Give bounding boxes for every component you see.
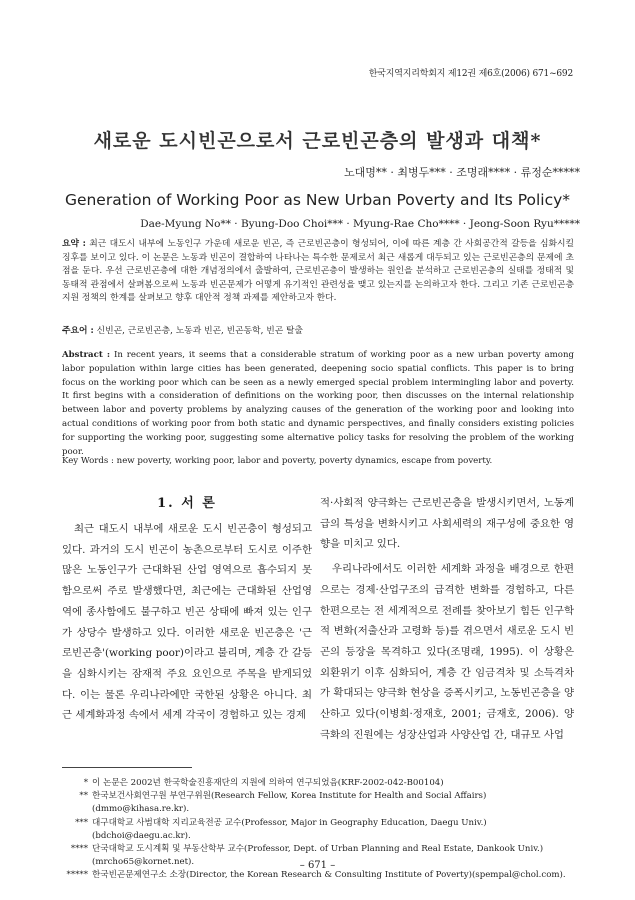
footnote bbox=[62, 869, 574, 882]
korean-title: 새로운 도시빈곤으로서 근로빈곤층의 발생과 대책* bbox=[93, 130, 542, 152]
footnote-text: 대구대학교 사범대학 지리교육전공 교수(Professor, Major in Geography Education, Daegu Univ.)(bdchoi@daegu.ac.kr). bbox=[92, 817, 487, 841]
body-paragraph: 적·사회적 양극화는 근로빈곤층을 발생시키면서, 노동계급의 특성을 변화시키고 사회세력의 재구성에 중요한 영향을 미치고 있다. bbox=[320, 497, 574, 551]
footnote-text: 한국빈곤문제연구소 소장(Director, the Korean Research & Consulting Institute of Poverty)(spempal@chol.com). bbox=[92, 870, 566, 881]
footnote bbox=[62, 817, 574, 843]
footnote-text: 이 논문은 2002년 한국학술진흥재단의 지원에 의하여 연구되었음(KRF-2002-042-B00104) bbox=[92, 778, 444, 788]
page-number: – 671 – bbox=[299, 860, 336, 871]
english-authors: Dae-Myung No** · Byung-Doo Choi*** · Myung-Rae Cho**** · Jeong-Soon Ryu***** bbox=[140, 218, 580, 230]
korean-keywords-label: 주요어 : bbox=[62, 326, 94, 336]
english-abstract-label: Abstract : bbox=[62, 350, 111, 360]
korean-abstract-text: 최근 대도시 내부에 노동인구 가운데 새로운 빈곤, 즉 근로빈곤층이 형성되어, 이에 따른 계층 간 사회공간적 갈등을 심화시킬 징후를 보이고 있다. 이 논문은 노동과 빈곤이 결합하여 나타나는 특수한 문제로서 최근 새롭게 대두되고 있는 근로빈곤층의 문제에 초점을 둔다. 우선 근로빈곤층에 대한 개념정의에서 출발하여, 근로빈곤층이 발생하는 원인을 분석하고 근로빈곤층의 실태를 정태적 및 동태적 관점에서 살펴봄으로써 노동과 빈곤문제가 어떻게 유기적인 관련성을 맺고 있는지를 논의하고자 한다. 그리고 기존 근로빈곤층 지원 정책의 한계를 살펴보고 향후 대안적 정책 과제를 제안하고자 한다. bbox=[62, 239, 574, 303]
footnote-text: 단국대학교 도시계획 및 부동산학부 교수(Professor, Dept. of Urban Planning and Real Estate, Dankook Univ.)(mrcho65@kornet.net). bbox=[92, 844, 544, 868]
korean-keywords bbox=[62, 323, 574, 336]
english-keywords bbox=[62, 456, 574, 466]
footnote bbox=[62, 777, 574, 790]
korean-abstract-label: 요약 : bbox=[62, 239, 86, 249]
footnote-mark: ***** bbox=[66, 870, 88, 881]
english-abstract bbox=[62, 349, 574, 459]
korean-authors: 노대명** · 최병두*** · 조명래**** · 류정순***** bbox=[344, 166, 580, 179]
english-abstract-text: In recent years, it seems that a considerable stratum of working poor as a new urban poverty among labor population within large cities has been generated, deepening socio spatial conflicts. This paper is to bring focus on the working poor which can be seen as a newly emerged special problem intermingling labor and poverty. It first begins with a consideration of definitions on the working poor, then discusses on the internal relationship between labor and poverty problems by analyzing causes of the generation of the working poor and looking into actual conditions of working poor from both static and dynamic perspectives, and finally considers existing policies for supporting the working poor, suggesting some alternative policy tasks for resolving the problem of the working poor. bbox=[62, 350, 574, 457]
korean-abstract bbox=[62, 238, 574, 306]
body-right-column bbox=[320, 493, 574, 745]
footnote-divider bbox=[62, 767, 192, 768]
footnote-mark: * bbox=[83, 778, 88, 788]
footnote bbox=[62, 790, 574, 816]
footnote-mark: ** bbox=[79, 791, 88, 802]
english-title: Generation of Working Poor as New Urban Poverty and Its Policy* bbox=[64, 191, 571, 209]
english-keywords-text: new poverty, working poor, labor and poverty, poverty dynamics, escape from poverty. bbox=[113, 456, 493, 466]
section-1-title: 1. 서 론 bbox=[157, 496, 217, 511]
body-left-column bbox=[62, 519, 312, 726]
footnote-text: 한국보건사회연구원 부연구위원(Research Fellow, Korea Institute for Health and Social Affairs)(dmmo@kihasa.re.kr). bbox=[92, 791, 487, 815]
footnote-mark: *** bbox=[75, 817, 88, 828]
body-paragraph: 최근 대도시 내부에 새로운 도시 빈곤층이 형성되고 있다. 과거의 도시 빈곤이 농촌으로부터 도시로 이주한 많은 노동인구가 근대화된 산업 영역으로 흡수되지 못함으로써 주로 발생했다면, 최근에는 근대화된 산업영역에 종사함에도 불구하고 빈곤 상태에 빠져 있는 인구가 상당수 발생하고 있다. 이러한 새로운 빈곤층은 '근로빈곤층'(working poor)이라고 불리며, 계층 간 갈등을 심화시키는 잠재적 주요 요인으로 주목을 받게되었다. 이는 물론 우리나라에만 국한된 상황은 아니다. 최근 세계화과정 속에서 세계 각국이 경험하고 있는 경제 bbox=[62, 523, 312, 722]
footnote-mark: **** bbox=[70, 844, 88, 855]
english-keywords-label: Key Words : bbox=[62, 456, 114, 466]
korean-keywords-text: 신빈곤, 근로빈곤층, 노동과 빈곤, 빈곤동학, 빈곤 탈출 bbox=[93, 326, 304, 336]
body-paragraph: 우리나라에서도 이러한 세계화 과정을 배경으로 한편으로는 경제·산업구조의 급격한 변화를 경험하고, 다른 한편으로는 전 세계적으로 전례를 찾아보기 힘든 인구학적 변화(저출산과 고령화 등)를 겪으면서 새로운 도시 빈곤의 등장을 목격하고 있다(조명래, 1995). 이 상황은 외환위기 이후 심화되어, 계층 간 임금격차 및 소득격차가 확대되는 양극화 현상을 증폭시키고, 노동빈곤층을 양산하고 있다(이병희·정재호, 2001; 금재호, 2006). 양극화의 진원에는 성장산업과 사양산업 간, 대규모 사업 bbox=[320, 563, 574, 741]
journal-header: 한국지역지리학회지 제12권 제6호(2006) 671~692 bbox=[368, 69, 573, 79]
